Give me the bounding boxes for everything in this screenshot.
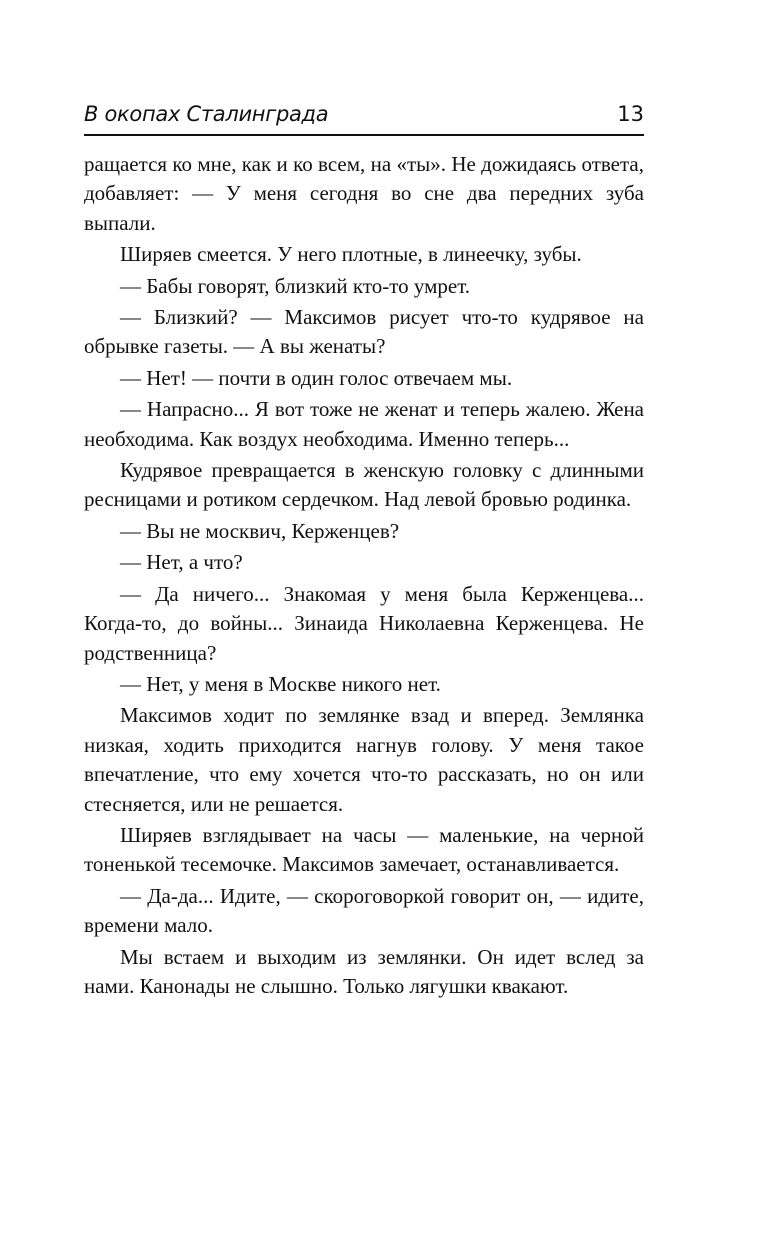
page-number: 13 <box>617 102 644 126</box>
running-title: В окопах Сталинграда <box>84 102 329 126</box>
paragraph: — Бабы говорят, близкий кто-то умрет. <box>120 273 471 298</box>
paragraph: — Вы не москвич, Керженцев? <box>120 518 400 543</box>
paragraph: Мы встаем и выходим из землянки. Он идет вслед за нами. Канонады не слышно. Только лягушки квакают. <box>84 944 644 998</box>
paragraph: — Напрасно... Я вот тоже не женат и теперь жалею. Жена необходима. Как воздух необходима. Именно теперь... <box>84 397 644 451</box>
paragraph: — Нет, а что? <box>120 550 243 575</box>
paragraph: — Близкий? — Максимов рисует что-то кудрявое на обрывке газеты. — А вы женаты? <box>84 305 644 359</box>
paragraph: — Да-да... Идите, — скороговоркой говорит он, — идите, времени мало. <box>84 883 644 938</box>
paragraph: Максимов ходит по землянке взад и вперед. Землянка низкая, ходить приходится нагнув голову. У меня такое впечатление, что ему хочется что-то рассказать, но он или стесняется, или не решается. <box>84 703 644 816</box>
body-text <box>84 150 644 1003</box>
paragraph: Кудрявое превращается в женскую головку с длинными ресницами и ротиком сердечком. Над левой бровью родинка. <box>84 458 644 512</box>
paragraph: Ширяев смеется. У него плотные, в линеечку, зубы. <box>120 242 582 267</box>
paragraph: — Нет! — почти в один голос отвечаем мы. <box>120 365 513 390</box>
paragraph: Ширяев взглядывает на часы — маленькие, на черной тоненькой тесемочке. Максимов замечает, останавливается. <box>84 822 644 877</box>
paragraph: — Да ничего... Знакомая у меня была Керженцева... Когда-то, до войны... Зинаида Николаевна Керженцева. Не родственница? <box>84 581 644 665</box>
page-header <box>84 96 644 136</box>
paragraph: ращается ко мне, как и ко всем, на «ты». Не дожидаясь ответа, добавляет: — У меня сегодня во сне два передних зуба выпали. <box>84 152 644 235</box>
header-rule <box>84 134 644 136</box>
paragraph: — Нет, у меня в Москве никого нет. <box>120 671 441 696</box>
